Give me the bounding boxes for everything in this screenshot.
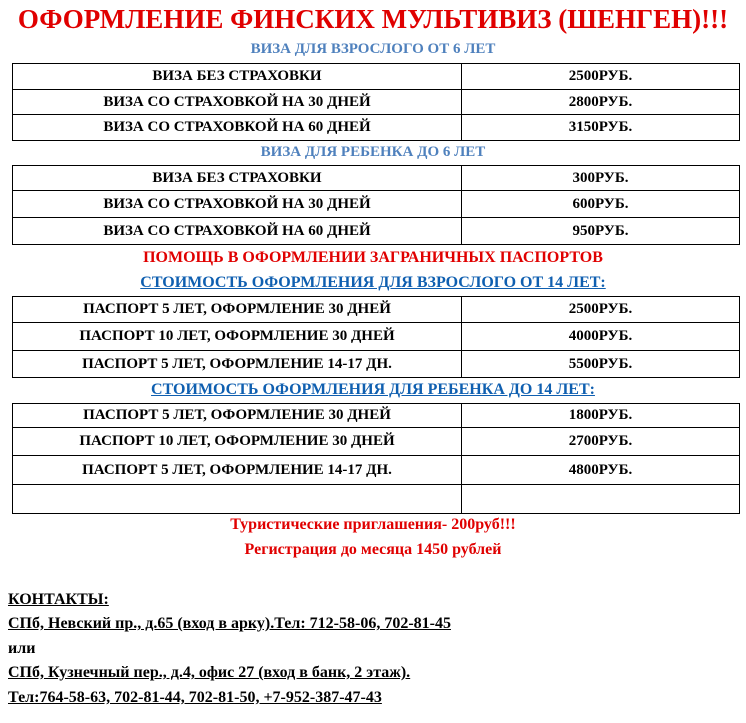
price-cell: 2500РУБ. (462, 64, 740, 90)
table-row (13, 351, 740, 378)
price-cell: 3150РУБ. (462, 115, 740, 141)
service-cell: ПАСПОРТ 5 ЛЕТ, ОФОРМЛЕНИЕ 14-17 ДН. (13, 351, 462, 378)
child-passport-table (12, 403, 740, 514)
table-row (13, 485, 740, 514)
table-row (13, 166, 740, 191)
service-cell: ПАСПОРТ 5 ЛЕТ, ОФОРМЛЕНИЕ 14-17 ДН. (13, 456, 462, 485)
price-cell: 2800РУБ. (462, 90, 740, 115)
registration-text: Регистрация до месяца 1450 рублей (244, 541, 502, 558)
table-row (13, 115, 740, 141)
adult-passport-heading: СТОИМОСТЬ ОФОРМЛЕНИЯ ДЛЯ ВЗРОСЛОГО ОТ 14 ЛЕТ: (140, 274, 606, 291)
price-cell: 1800РУБ. (462, 404, 740, 428)
table-row (13, 218, 740, 245)
table-row (13, 323, 740, 351)
service-cell: ВИЗА БЕЗ СТРАХОВКИ (13, 64, 462, 90)
price-cell: 2700РУБ. (462, 428, 740, 456)
table-row (13, 191, 740, 218)
table-row (13, 404, 740, 428)
invitations-text: Туристические приглашения- 200руб!!! (230, 516, 516, 533)
service-cell: ПАСПОРТ 10 ЛЕТ, ОФОРМЛЕНИЕ 30 ДНЕЙ (13, 428, 462, 456)
price-cell (462, 485, 740, 514)
service-cell: ПАСПОРТ 5 ЛЕТ, ОФОРМЛЕНИЕ 30 ДНЕЙ (13, 404, 462, 428)
price-cell: 600РУБ. (462, 191, 740, 218)
table-row (13, 428, 740, 456)
price-cell: 300РУБ. (462, 166, 740, 191)
contact-or: или (8, 640, 36, 657)
contact-address-1: СПб, Невский пр., д.65 (вход в арку).Тел: 712-58-06, 702-81-45 (8, 615, 451, 632)
adult-passport-table (12, 296, 740, 378)
child-visa-heading: ВИЗА ДЛЯ РЕБЕНКА ДО 6 ЛЕТ (260, 144, 486, 160)
service-cell (13, 485, 462, 514)
service-cell: ВИЗА СО СТРАХОВКОЙ НА 60 ДНЕЙ (13, 115, 462, 141)
price-cell: 2500РУБ. (462, 297, 740, 323)
service-cell: ВИЗА БЕЗ СТРАХОВКИ (13, 166, 462, 191)
price-cell: 950РУБ. (462, 218, 740, 245)
page-title: ОФОРМЛЕНИЕ ФИНСКИХ МУЛЬТИВИЗ (ШЕНГЕН)!!! (17, 4, 729, 34)
table-row (13, 456, 740, 485)
adult-visa-heading: ВИЗА ДЛЯ ВЗРОСЛОГО ОТ 6 ЛЕТ (250, 41, 496, 57)
table-row (13, 297, 740, 323)
child-passport-heading: СТОИМОСТЬ ОФОРМЛЕНИЯ ДЛЯ РЕБЕНКА ДО 14 ЛЕТ: (151, 381, 595, 398)
service-cell: ПАСПОРТ 5 ЛЕТ, ОФОРМЛЕНИЕ 30 ДНЕЙ (13, 297, 462, 323)
passport-help-heading: ПОМОЩЬ В ОФОРМЛЕНИИ ЗАГРАНИЧНЫХ ПАСПОРТОВ (143, 249, 603, 266)
price-cell: 4000РУБ. (462, 323, 740, 351)
child-visa-table (12, 165, 740, 245)
price-cell: 4800РУБ. (462, 456, 740, 485)
adult-visa-table (12, 63, 740, 141)
price-cell: 5500РУБ. (462, 351, 740, 378)
service-cell: ВИЗА СО СТРАХОВКОЙ НА 30 ДНЕЙ (13, 191, 462, 218)
contact-phones: Тел:764-58-63, 702-81-44, 702-81-50, +7-952-387-47-43 (8, 689, 382, 706)
service-cell: ПАСПОРТ 10 ЛЕТ, ОФОРМЛЕНИЕ 30 ДНЕЙ (13, 323, 462, 351)
contact-address-2: СПб, Кузнечный пер., д.4, офис 27 (вход в банк, 2 этаж). (8, 664, 411, 681)
service-cell: ВИЗА СО СТРАХОВКОЙ НА 30 ДНЕЙ (13, 90, 462, 115)
contacts-heading: КОНТАКТЫ: (8, 591, 109, 608)
service-cell: ВИЗА СО СТРАХОВКОЙ НА 60 ДНЕЙ (13, 218, 462, 245)
table-row (13, 90, 740, 115)
table-row (13, 64, 740, 90)
